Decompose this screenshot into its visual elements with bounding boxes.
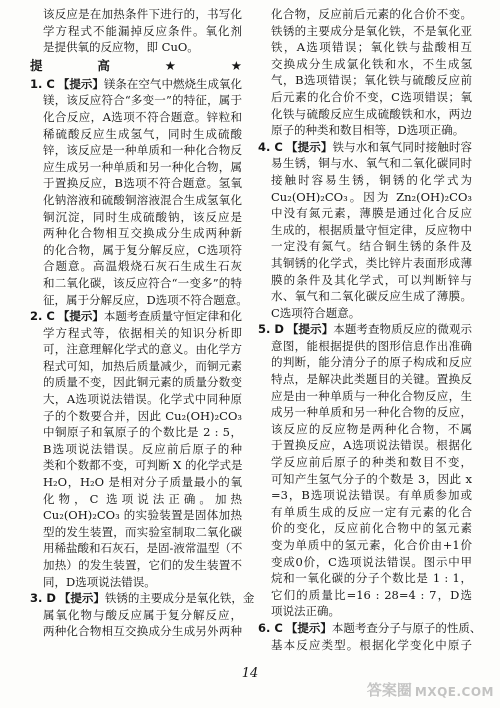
hint-tag: 【提示】 [57,76,104,91]
text-line: 易生锈，铜与水、氧气和二氧化碳同时 [271,156,472,171]
answer-letter: C [274,139,283,154]
text-line: 稀硫酸反应生成氢气，同时生成硫酸 [43,126,242,141]
text-line: 锌，该反应是一种单质和一种化合物反 [43,143,242,158]
item-first-line [30,76,242,93]
text-line: 程式可知，加热后质量减少，而铜元素 [43,358,242,373]
text-line: 铁锈的主要成分是氧化铁，不是氧化亚 [271,23,472,38]
section-heading: 提高★★ [30,57,242,73]
text-line: =3，B选项说法错误。有单质参加或 [271,488,472,503]
text-line: 的化合物，属于复分解反应，C选项符 [43,242,242,257]
text-line: 两种化合物相互交换成分生成两种新 [43,226,242,241]
answer-item [258,139,472,322]
text-line: 价的变化，反应前化合物中的氢元素 [271,521,472,536]
item-number: 3. [30,591,43,606]
watermark [367,683,494,698]
text-line: 水、氧气和二氧化碳反应生成了薄膜。 [271,289,472,304]
text-line: 加热）的发生装置，它们的发生装置不 [43,558,242,572]
text-line: 它们的质量比=16 : 28=4 : 7，D选 [271,587,472,602]
text-line: 大，A选项说法错误。化学式中同种原 [43,392,242,407]
text-line: 和二氧化碳，该反应符合“一变多”的特 [43,275,242,290]
text-line: 铁锈的主要成分是氧化铁，金 [104,591,255,606]
text-line: 本题考查分子与原子的性质、 [331,620,482,635]
page-number: 14 [241,666,259,681]
text-line: 基本反应类型。根据化学变化中原子 [271,637,472,652]
text-line: 中没有氮元素，薄膜是通过化合反应 [271,206,472,221]
text-line: 征，属于分解反应，D选项不符合题意。 [43,292,248,307]
text-line: 铁与水和氧气同时接触时容 [332,139,473,154]
answer-letter: D [274,322,284,337]
text-line: 学方程式不能漏掉反应条件。氧化剂 [43,23,242,38]
answer-item [30,308,242,590]
watermark-site: MXQE.COM [414,685,494,699]
text-line: 铁，A选项错误；氧化铁与盐酸相互 [271,40,472,55]
text-line: 中铜原子和氧原子的个数比是 2 : 5， [43,425,242,440]
hint-tag: 【提示】 [285,139,333,154]
text-line: 一定没有氮气。结合铜生锈的条件及 [271,239,472,254]
item-number: 2. [30,309,43,324]
text-line: Cu₂(OH)₂CO₃。因为 Zn₂(OH)₂CO₃ [271,189,472,204]
text-line: 应生成另一种单质和另一种化合物，属 [43,159,242,174]
text-line: 两种化合物相互交换成分生成另外两种 [43,624,242,639]
answer-letter: D [46,591,56,606]
text-line: 化合物，反应前后元素的化合价不变。 [271,7,472,21]
text-line: 学方程式等，依据相关的知识分析即 [43,325,242,340]
text-line: 有单质生成的反应一定有元素的化合 [271,504,472,519]
text-line: Cu₂(OH)₂CO₃ 的实验装置是固体加热 [43,508,242,523]
text-line: C选项符合题意。 [271,305,361,320]
hint-tag: 【提示】 [58,591,105,606]
hint-tag: 【提示】 [285,620,332,635]
text-line: 化钠溶液和硫酸铜溶液混合生成氢氧化 [43,192,242,207]
text-line: 镁条在空气中燃烧生成氧化 [103,76,243,91]
text-line: 特点，是解决此类题目的关键。置换反 [271,372,472,387]
right-answer-list [258,139,482,653]
text-line: 接触时容易生锈，铜锈的化学式为 [271,172,472,187]
item-number: 1. [30,76,43,91]
watermark-logo: 答案圈 [366,681,412,699]
item-first-line [258,139,472,156]
text-line: 本题考查物质反应的微观示 [333,322,473,337]
text-line: 项说法正确。 [271,604,340,619]
text-line: 铜沉淀，同时生成硫酸钠，该反应是 [43,209,242,224]
item-number: 4. [258,139,271,154]
answer-letter: C [274,620,283,635]
text-line: 可知产生氢气分子的个数是 3，因此 x [271,471,472,486]
text-line: 学反应前后原子的种类和数目不变， [271,455,472,470]
text-line: 变为单质中的氢元素，化合价由+1价 [271,538,472,552]
text-line: 化合反应，A选项不符合题意。锌粒和 [43,109,242,124]
answer-item [30,76,248,308]
text-line: 成另一种单质和另一种化合物的反应， [271,405,472,420]
text-line: H₂O，H₂O 是相对分子质量最小的氧 [43,475,242,490]
item-number: 5. [258,322,271,337]
left-answer-list [30,76,255,640]
text-line: 用稀盐酸和石灰石，是固-液常温型（不 [43,541,243,556]
answer-letter: C [46,309,55,324]
item-first-line [30,590,255,607]
text-line: 化铁与硫酸反应生成硫酸铁和水，两边 [271,106,472,121]
text-line: 子的个数要合并，因此 Cu₂(OH)₂CO₃ [43,408,242,423]
left-column [30,6,255,640]
text-line: 后元素的化合价不变，C选项错误；氧 [271,89,472,104]
text-line: 的判断，能分清分子的原子构成和反应 [271,355,472,370]
text-line: 烷和一氧化碳的分子个数比是 1 : 1， [271,571,472,586]
text-line: 型的发生装置，而实验室制取二氧化碳 [43,524,242,539]
answer-item [30,590,255,640]
text-line: 该反应是在加热条件下进行的，书写化 [43,7,242,21]
hint-tag: 【提示】 [57,309,104,324]
text-line: 类和个数都不变，可判断 X 的化学式是 [43,458,243,473]
text-line: 于置换反应，B选项不符合题意。氢氧 [43,176,242,191]
text-line: 属氧化物与酸反应属于复分解反应， [43,607,242,622]
item-first-line [258,321,472,338]
item-first-line [258,620,482,637]
answer-letter: C [46,76,55,91]
answer-item [258,620,482,653]
text-line: B选项说法错误。反应前后原子的种 [43,441,242,456]
text-line: 原子的种类和数目相等，D选项正确。 [271,123,465,138]
text-line: 的质量不变，因此铜元素的质量分数变 [43,375,242,390]
item-number: 6. [258,620,271,635]
text-line: 是提供氧的反应物，即 CuO。 [43,40,199,55]
text-line: 其铜锈的化学式，类比锌片表面形成薄 [271,255,472,270]
text-line: 于置换反应，A选项说法错误。根据化 [271,438,472,453]
text-line: 应是由一种单质与一种化合物反应，生 [271,388,472,403]
text-line: 膜的条件及其化学式，可以判断锌与 [271,272,472,287]
text-line: 可，注意理解化学式的意义。由化学方 [43,342,242,357]
hint-tag: 【提示】 [286,322,334,337]
text-line: 生成的，根据质量守恒定律，反应物中 [271,222,472,237]
text-line: 镁，该反应符合“多变一”的特征，属于 [43,93,242,108]
answer-item [258,321,472,620]
text-line: 变成0价，C选项说法错误。图示中甲 [271,554,472,569]
text-line: 交换成分生成氯化铁和水，不生成氢 [271,56,472,71]
text-line: 同，D选项说法错误。 [43,574,156,589]
text-line: 合题意。高温煅烧石灰石生成生石灰 [43,259,242,274]
text-line: 该反应的反应物是两种化合物，不属 [271,421,472,436]
right-column [258,6,482,653]
text-line: 化物，C 选项说法正确。加热 [43,491,242,506]
intro-paragraph [30,6,242,56]
text-line: 本题考查质量守恒定律和化 [103,309,243,324]
item-first-line [30,308,242,325]
text-line: 意图，能根据提供的图形信息作出准确 [271,338,472,353]
text-line: 气，B选项错误；氧化铁与硫酸反应前 [271,73,472,88]
continued-paragraph [258,6,472,139]
